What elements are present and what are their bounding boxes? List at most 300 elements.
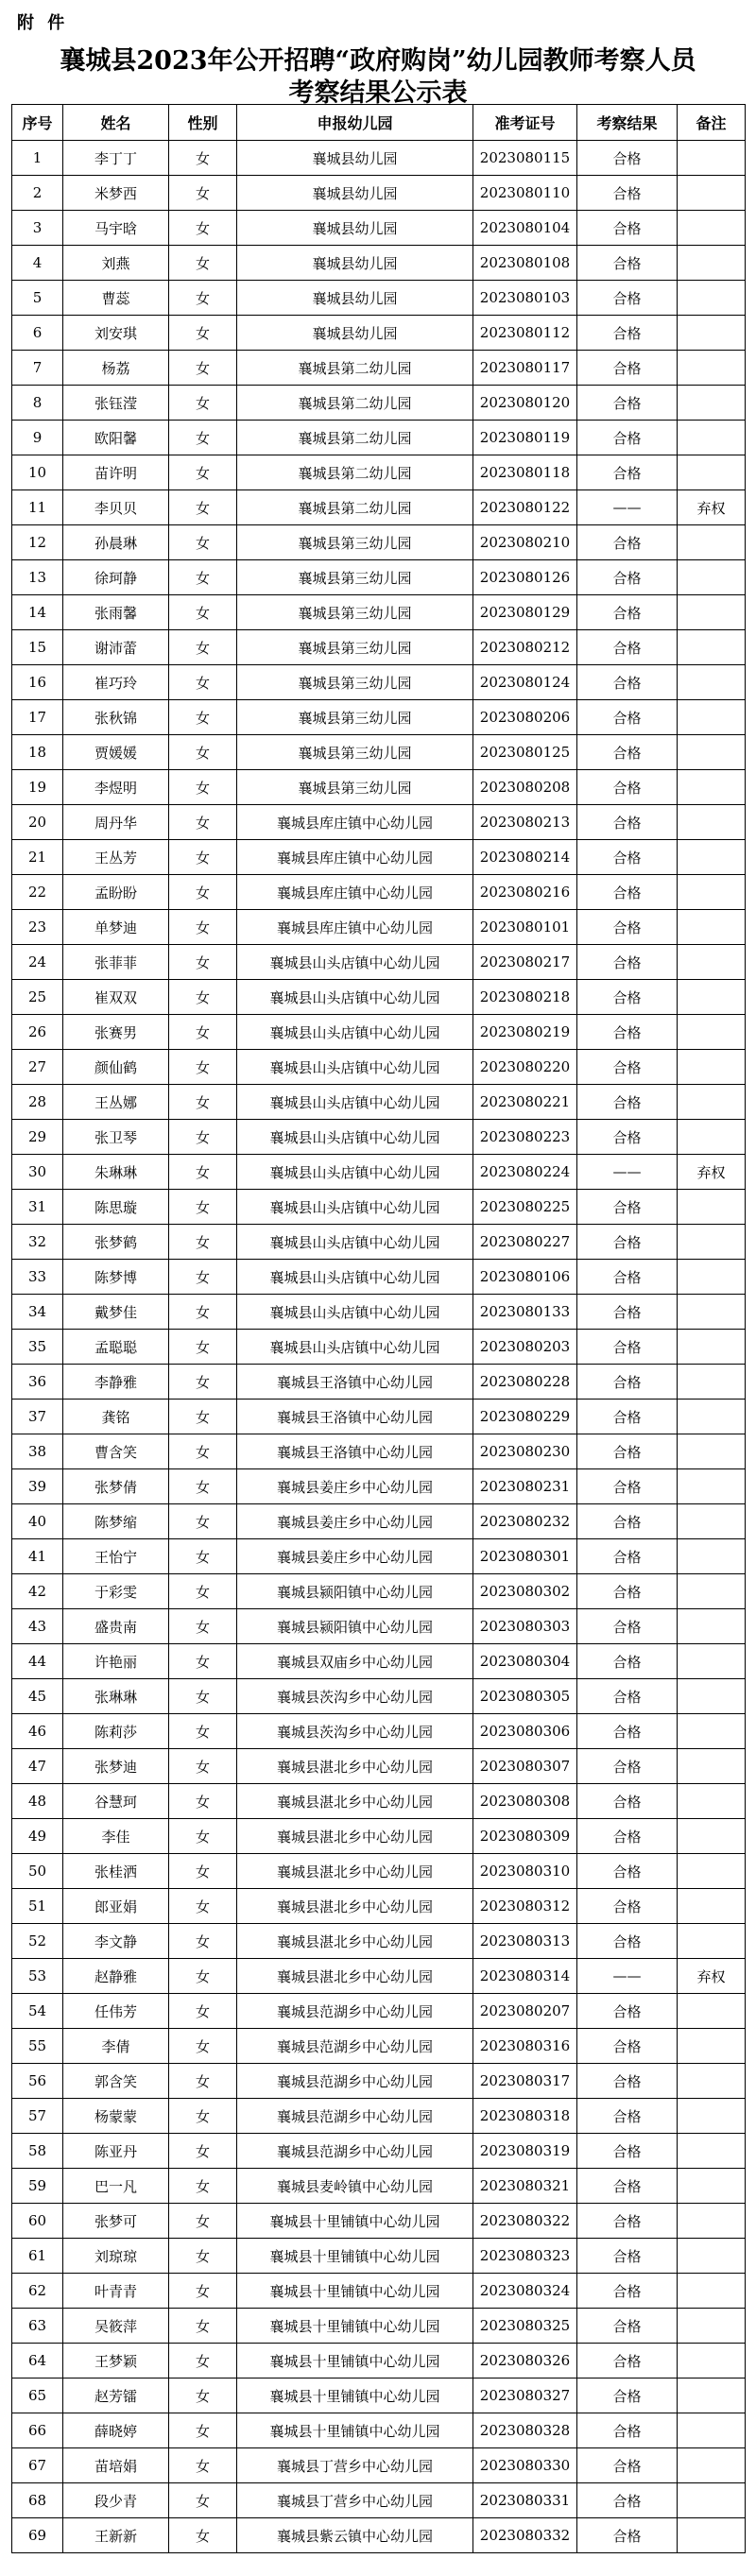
cell-exam-number: 2023080305 [473,1679,577,1714]
cell-kindergarten: 襄城县茨沟乡中心幼儿园 [237,1679,473,1714]
table-row [12,630,746,665]
cell-exam-number: 2023080301 [473,1539,577,1574]
table-row [12,1434,746,1469]
cell-remark [678,980,746,1015]
cell-kindergarten: 襄城县幼儿园 [237,281,473,316]
cell-result: 合格 [577,2134,678,2169]
cell-result: 合格 [577,1015,678,1050]
cell-exam-number: 2023080133 [473,1295,577,1330]
cell-name: 张卫琴 [63,1120,169,1155]
cell-name: 李静雅 [63,1365,169,1400]
cell-name: 赵静雅 [63,1959,169,1994]
cell-remark [678,1679,746,1714]
cell-no: 63 [12,2309,63,2344]
cell-gender: 女 [169,1120,237,1155]
cell-name: 薛晓婷 [63,2413,169,2448]
title-line-2: 考察结果公示表 [288,78,468,108]
cell-name: 张秋锦 [63,700,169,735]
cell-exam-number: 2023080327 [473,2379,577,2413]
cell-remark [678,2448,746,2483]
cell-name: 王丛娜 [63,1085,169,1120]
cell-name: 朱琳琳 [63,1155,169,1190]
cell-exam-number: 2023080108 [473,246,577,281]
cell-name: 张梦倩 [63,1469,169,1504]
cell-no: 6 [12,316,63,351]
table-row [12,2518,746,2553]
table-row [12,2309,746,2344]
cell-kindergarten: 襄城县第三幼儿园 [237,735,473,770]
cell-kindergarten: 襄城县第三幼儿园 [237,630,473,665]
cell-no: 48 [12,1784,63,1819]
cell-gender: 女 [169,2448,237,2483]
cell-name: 张梦鹤 [63,1225,169,1260]
cell-name: 戴梦佳 [63,1295,169,1330]
cell-gender: 女 [169,1679,237,1714]
cell-kindergarten: 襄城县山头店镇中心幼儿园 [237,1190,473,1225]
cell-result: 合格 [577,351,678,386]
cell-name: 于彩雯 [63,1574,169,1609]
header-result: 考察结果 [577,105,678,141]
cell-exam-number: 2023080223 [473,1120,577,1155]
table-row [12,2064,746,2099]
cell-name: 曹含笑 [63,1434,169,1469]
cell-name: 郭含笑 [63,2064,169,2099]
cell-no: 60 [12,2204,63,2239]
cell-remark [678,1994,746,2029]
cell-no: 67 [12,2448,63,2483]
cell-no: 46 [12,1714,63,1749]
cell-kindergarten: 襄城县十里铺镇中心幼儿园 [237,2204,473,2239]
cell-result: 合格 [577,1749,678,1784]
cell-no: 4 [12,246,63,281]
cell-no: 52 [12,1924,63,1959]
cell-exam-number: 2023080101 [473,910,577,945]
cell-gender: 女 [169,490,237,525]
cell-exam-number: 2023080126 [473,560,577,595]
table-row [12,1574,746,1609]
cell-gender: 女 [169,525,237,560]
cell-remark [678,1400,746,1434]
cell-result: 合格 [577,1539,678,1574]
cell-gender: 女 [169,770,237,805]
cell-name: 苗许明 [63,455,169,490]
cell-no: 41 [12,1539,63,1574]
cell-result: 合格 [577,595,678,630]
cell-no: 30 [12,1155,63,1190]
cell-result: 合格 [577,141,678,176]
cell-remark [678,2309,746,2344]
cell-exam-number: 2023080231 [473,1469,577,1504]
cell-exam-number: 2023080206 [473,700,577,735]
cell-name: 张琳琳 [63,1679,169,1714]
cell-name: 郎亚娟 [63,1889,169,1924]
cell-exam-number: 2023080309 [473,1819,577,1854]
cell-result: 合格 [577,1120,678,1155]
cell-result: 合格 [577,2274,678,2309]
cell-name: 李煜明 [63,770,169,805]
cell-name: 龚铭 [63,1400,169,1434]
cell-result: 合格 [577,1365,678,1400]
table-row [12,351,746,386]
cell-name: 李佳 [63,1819,169,1854]
cell-result: 合格 [577,281,678,316]
cell-remark [678,246,746,281]
cell-result: 合格 [577,1609,678,1644]
cell-no: 59 [12,2169,63,2204]
table-row [12,525,746,560]
cell-kindergarten: 襄城县范湖乡中心幼儿园 [237,1994,473,2029]
cell-kindergarten: 襄城县库庄镇中心幼儿园 [237,910,473,945]
table-row [12,980,746,1015]
cell-gender: 女 [169,2518,237,2553]
cell-remark [678,281,746,316]
cell-gender: 女 [169,2309,237,2344]
cell-exam-number: 2023080125 [473,735,577,770]
cell-name: 徐珂静 [63,560,169,595]
cell-result: 合格 [577,2344,678,2379]
cell-result: 合格 [577,2204,678,2239]
cell-gender: 女 [169,1504,237,1539]
cell-result: 合格 [577,1819,678,1854]
cell-remark [678,805,746,840]
cell-kindergarten: 襄城县湛北乡中心幼儿园 [237,1854,473,1889]
cell-remark [678,1469,746,1504]
cell-no: 57 [12,2099,63,2134]
cell-kindergarten: 襄城县范湖乡中心幼儿园 [237,2064,473,2099]
cell-exam-number: 2023080219 [473,1015,577,1050]
cell-result: 合格 [577,1854,678,1889]
cell-remark [678,2239,746,2274]
cell-kindergarten: 襄城县湛北乡中心幼儿园 [237,1889,473,1924]
cell-remark [678,1889,746,1924]
cell-name: 张桂洒 [63,1854,169,1889]
cell-gender: 女 [169,1365,237,1400]
cell-no: 65 [12,2379,63,2413]
cell-remark [678,875,746,910]
header-exam-number: 准考证号 [473,105,577,141]
cell-name: 张菲菲 [63,945,169,980]
table-row [12,735,746,770]
cell-gender: 女 [169,2344,237,2379]
cell-gender: 女 [169,1644,237,1679]
cell-result: 合格 [577,2309,678,2344]
cell-remark [678,1050,746,1085]
cell-kindergarten: 襄城县山头店镇中心幼儿园 [237,1050,473,1085]
cell-gender: 女 [169,176,237,211]
cell-remark [678,700,746,735]
cell-kindergarten: 襄城县丁营乡中心幼儿园 [237,2448,473,2483]
cell-kindergarten: 襄城县山头店镇中心幼儿园 [237,1155,473,1190]
table-row [12,2344,746,2379]
cell-no: 31 [12,1190,63,1225]
cell-remark [678,421,746,455]
cell-result: 合格 [577,2379,678,2413]
cell-remark [678,1504,746,1539]
cell-gender: 女 [169,141,237,176]
cell-no: 34 [12,1295,63,1330]
cell-kindergarten: 襄城县十里铺镇中心幼儿园 [237,2379,473,2413]
table-row [12,1015,746,1050]
title-line-1: 襄城县2023年公开招聘“政府购岗”幼儿园教师考察人员 [60,46,696,76]
cell-result: 合格 [577,1085,678,1120]
cell-kindergarten: 襄城县幼儿园 [237,141,473,176]
cell-result: 合格 [577,2029,678,2064]
table-row [12,910,746,945]
cell-gender: 女 [169,1260,237,1295]
cell-result: 合格 [577,1574,678,1609]
cell-remark [678,2344,746,2379]
cell-gender: 女 [169,211,237,246]
cell-no: 43 [12,1609,63,1644]
cell-result: 合格 [577,2064,678,2099]
cell-kindergarten: 襄城县姜庄乡中心幼儿园 [237,1469,473,1504]
cell-no: 29 [12,1120,63,1155]
cell-result: 合格 [577,1644,678,1679]
cell-exam-number: 2023080115 [473,141,577,176]
cell-gender: 女 [169,910,237,945]
cell-exam-number: 2023080104 [473,211,577,246]
cell-result: 合格 [577,735,678,770]
table-row [12,1225,746,1260]
cell-exam-number: 2023080304 [473,1644,577,1679]
cell-name: 陈思璇 [63,1190,169,1225]
cell-remark [678,770,746,805]
cell-gender: 女 [169,1295,237,1330]
table-row [12,1295,746,1330]
cell-kindergarten: 襄城县第三幼儿园 [237,665,473,700]
cell-gender: 女 [169,1155,237,1190]
cell-exam-number: 2023080216 [473,875,577,910]
cell-name: 孙晨琳 [63,525,169,560]
cell-kindergarten: 襄城县幼儿园 [237,176,473,211]
cell-name: 李贝贝 [63,490,169,525]
cell-no: 38 [12,1434,63,1469]
cell-no: 1 [12,141,63,176]
table-row [12,1155,746,1190]
cell-gender: 女 [169,980,237,1015]
cell-exam-number: 2023080220 [473,1050,577,1085]
cell-no: 19 [12,770,63,805]
cell-gender: 女 [169,945,237,980]
cell-exam-number: 2023080303 [473,1609,577,1644]
cell-no: 62 [12,2274,63,2309]
cell-exam-number: 2023080331 [473,2483,577,2518]
cell-remark [678,386,746,421]
cell-remark [678,1190,746,1225]
cell-kindergarten: 襄城县范湖乡中心幼儿园 [237,2029,473,2064]
header-no: 序号 [12,105,63,141]
cell-kindergarten: 襄城县十里铺镇中心幼儿园 [237,2274,473,2309]
cell-remark [678,2379,746,2413]
cell-exam-number: 2023080316 [473,2029,577,2064]
cell-kindergarten: 襄城县王洛镇中心幼儿园 [237,1434,473,1469]
cell-gender: 女 [169,351,237,386]
cell-exam-number: 2023080324 [473,2274,577,2309]
cell-exam-number: 2023080120 [473,386,577,421]
cell-kindergarten: 襄城县第二幼儿园 [237,421,473,455]
cell-remark [678,141,746,176]
cell-kindergarten: 襄城县姜庄乡中心幼儿园 [237,1504,473,1539]
table-row [12,1365,746,1400]
cell-name: 杨蒙蒙 [63,2099,169,2134]
table-row [12,246,746,281]
cell-name: 曹蕊 [63,281,169,316]
cell-exam-number: 2023080212 [473,630,577,665]
cell-gender: 女 [169,1050,237,1085]
cell-name: 刘燕 [63,246,169,281]
cell-no: 20 [12,805,63,840]
cell-kindergarten: 襄城县山头店镇中心幼儿园 [237,1120,473,1155]
table-row [12,2274,746,2309]
cell-remark [678,2064,746,2099]
cell-exam-number: 2023080308 [473,1784,577,1819]
cell-gender: 女 [169,2239,237,2274]
cell-no: 25 [12,980,63,1015]
cell-remark [678,2134,746,2169]
cell-name: 巴一凡 [63,2169,169,2204]
cell-no: 7 [12,351,63,386]
cell-result: 合格 [577,246,678,281]
cell-kindergarten: 襄城县山头店镇中心幼儿园 [237,1295,473,1330]
cell-gender: 女 [169,281,237,316]
cell-remark: 弃权 [678,490,746,525]
cell-exam-number: 2023080217 [473,945,577,980]
cell-remark [678,2518,746,2553]
cell-kindergarten: 襄城县山头店镇中心幼儿园 [237,1260,473,1295]
cell-remark [678,1015,746,1050]
results-table [11,104,746,2553]
cell-name: 谢沛蕾 [63,630,169,665]
cell-exam-number: 2023080218 [473,980,577,1015]
cell-remark [678,1714,746,1749]
cell-kindergarten: 襄城县库庄镇中心幼儿园 [237,840,473,875]
table-row [12,1749,746,1784]
cell-remark [678,1574,746,1609]
cell-kindergarten: 襄城县山头店镇中心幼儿园 [237,1085,473,1120]
cell-exam-number: 2023080229 [473,1400,577,1434]
cell-no: 9 [12,421,63,455]
cell-kindergarten: 襄城县第三幼儿园 [237,595,473,630]
cell-kindergarten: 襄城县湛北乡中心幼儿园 [237,1819,473,1854]
cell-gender: 女 [169,2379,237,2413]
cell-gender: 女 [169,665,237,700]
cell-exam-number: 2023080119 [473,421,577,455]
cell-gender: 女 [169,1749,237,1784]
table-row [12,1959,746,1994]
cell-kindergarten: 襄城县幼儿园 [237,211,473,246]
table-row [12,386,746,421]
cell-remark [678,1085,746,1120]
cell-kindergarten: 襄城县湛北乡中心幼儿园 [237,1924,473,1959]
cell-result: 合格 [577,1434,678,1469]
table-header-row [12,105,746,141]
cell-remark [678,211,746,246]
cell-gender: 女 [169,1190,237,1225]
cell-result: 合格 [577,875,678,910]
cell-gender: 女 [169,1085,237,1120]
cell-kindergarten: 襄城县十里铺镇中心幼儿园 [237,2309,473,2344]
cell-kindergarten: 襄城县茨沟乡中心幼儿园 [237,1714,473,1749]
cell-exam-number: 2023080207 [473,1994,577,2029]
cell-exam-number: 2023080313 [473,1924,577,1959]
table-row [12,1819,746,1854]
cell-gender: 女 [169,1994,237,2029]
table-row [12,2169,746,2204]
table-row [12,2379,746,2413]
cell-no: 13 [12,560,63,595]
cell-name: 单梦迪 [63,910,169,945]
cell-gender: 女 [169,1889,237,1924]
table-row [12,1260,746,1295]
cell-gender: 女 [169,1539,237,1574]
cell-exam-number: 2023080310 [473,1854,577,1889]
cell-exam-number: 2023080106 [473,1260,577,1295]
cell-name: 李丁丁 [63,141,169,176]
table-row [12,2239,746,2274]
cell-name: 盛贵南 [63,1609,169,1644]
cell-no: 47 [12,1749,63,1784]
cell-no: 40 [12,1504,63,1539]
table-row [12,421,746,455]
cell-kindergarten: 襄城县王洛镇中心幼儿园 [237,1400,473,1434]
cell-result: 合格 [577,1469,678,1504]
cell-gender: 女 [169,1714,237,1749]
cell-gender: 女 [169,2029,237,2064]
cell-exam-number: 2023080325 [473,2309,577,2344]
cell-remark [678,351,746,386]
table-row [12,1504,746,1539]
cell-exam-number: 2023080117 [473,351,577,386]
cell-kindergarten: 襄城县王洛镇中心幼儿园 [237,1365,473,1400]
cell-name: 吴筱萍 [63,2309,169,2344]
cell-exam-number: 2023080210 [473,525,577,560]
cell-name: 崔巧玲 [63,665,169,700]
table-row [12,945,746,980]
cell-kindergarten: 襄城县范湖乡中心幼儿园 [237,2134,473,2169]
cell-kindergarten: 襄城县幼儿园 [237,316,473,351]
cell-no: 27 [12,1050,63,1085]
cell-result: 合格 [577,176,678,211]
cell-remark [678,2029,746,2064]
cell-gender: 女 [169,1015,237,1050]
cell-gender: 女 [169,1784,237,1819]
cell-remark [678,945,746,980]
cell-name: 王怡宁 [63,1539,169,1574]
table-row [12,1784,746,1819]
table-row [12,1644,746,1679]
cell-kindergarten: 襄城县颍阳镇中心幼儿园 [237,1574,473,1609]
cell-no: 44 [12,1644,63,1679]
cell-name: 杨荔 [63,351,169,386]
cell-remark [678,176,746,211]
table-row [12,1400,746,1434]
cell-remark [678,1819,746,1854]
cell-exam-number: 2023080214 [473,840,577,875]
cell-no: 12 [12,525,63,560]
cell-kindergarten: 襄城县颍阳镇中心幼儿园 [237,1609,473,1644]
cell-result: 合格 [577,421,678,455]
cell-gender: 女 [169,2483,237,2518]
cell-no: 5 [12,281,63,316]
cell-name: 苗培娟 [63,2448,169,2483]
cell-kindergarten: 襄城县幼儿园 [237,246,473,281]
cell-exam-number: 2023080122 [473,490,577,525]
cell-exam-number: 2023080319 [473,2134,577,2169]
cell-gender: 女 [169,805,237,840]
cell-kindergarten: 襄城县第二幼儿园 [237,386,473,421]
cell-result: —— [577,1155,678,1190]
cell-exam-number: 2023080323 [473,2239,577,2274]
